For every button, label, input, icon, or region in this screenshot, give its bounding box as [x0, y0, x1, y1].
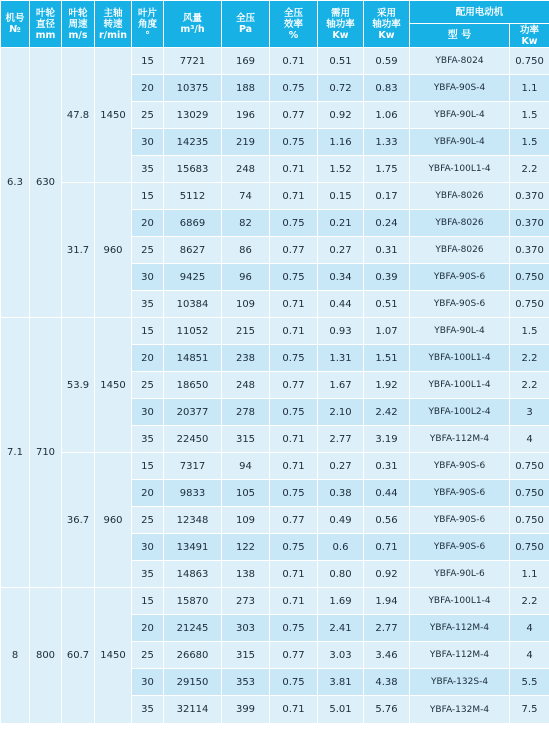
used-power-cell: 0.56	[364, 507, 410, 534]
efficiency-cell: 0.71	[270, 156, 318, 183]
table-row	[1, 453, 549, 480]
required-power-cell: 1.52	[318, 156, 364, 183]
efficiency-cell: 0.71	[270, 183, 318, 210]
motor-power-cell: 0.750	[510, 264, 549, 291]
efficiency-cell: 0.75	[270, 264, 318, 291]
blade-angle-cell: 20	[132, 480, 164, 507]
required-power-cell: 2.41	[318, 615, 364, 642]
pressure-cell: 74	[222, 183, 270, 210]
header-shaft-rpm: 主轴 转速 r/min	[95, 1, 132, 48]
required-power-cell: 0.34	[318, 264, 364, 291]
motor-power-cell: 0.750	[510, 480, 549, 507]
machine-no-cell: 7.1	[1, 318, 30, 588]
used-power-cell: 0.92	[364, 561, 410, 588]
efficiency-cell: 0.75	[270, 75, 318, 102]
pressure-cell: 109	[222, 291, 270, 318]
motor-model-cell: YBFA-8026	[410, 237, 510, 264]
required-power-cell: 1.67	[318, 372, 364, 399]
used-power-cell: 0.71	[364, 534, 410, 561]
required-power-cell: 0.27	[318, 453, 364, 480]
motor-model-cell: YBFA-112M-4	[410, 642, 510, 669]
header-required-shaft-power: 需用 轴功率 Kw	[318, 1, 364, 48]
used-power-cell: 0.59	[364, 48, 410, 75]
motor-power-cell: 4	[510, 642, 549, 669]
efficiency-cell: 0.71	[270, 453, 318, 480]
efficiency-cell: 0.77	[270, 102, 318, 129]
required-power-cell: 0.15	[318, 183, 364, 210]
header-motor-power: 功率 Kw	[510, 24, 549, 48]
airflow-cell: 26680	[164, 642, 222, 669]
pressure-cell: 169	[222, 48, 270, 75]
shaft-rpm-cell: 960	[95, 453, 132, 588]
blade-angle-cell: 15	[132, 588, 164, 615]
shaft-rpm-cell: 1450	[95, 48, 132, 183]
pressure-cell: 315	[222, 642, 270, 669]
motor-model-cell: YBFA-90L-4	[410, 129, 510, 156]
machine-no-cell: 8	[1, 588, 30, 724]
pressure-cell: 94	[222, 453, 270, 480]
required-power-cell: 1.16	[318, 129, 364, 156]
motor-model-cell: YBFA-100L1-4	[410, 345, 510, 372]
blade-angle-cell: 25	[132, 642, 164, 669]
efficiency-cell: 0.77	[270, 507, 318, 534]
airflow-cell: 32114	[164, 696, 222, 724]
airflow-cell: 14851	[164, 345, 222, 372]
motor-power-cell: 0.750	[510, 453, 549, 480]
blade-angle-cell: 15	[132, 48, 164, 75]
motor-power-cell: 0.370	[510, 183, 549, 210]
used-power-cell: 0.51	[364, 291, 410, 318]
pressure-cell: 109	[222, 507, 270, 534]
pressure-cell: 82	[222, 210, 270, 237]
pressure-cell: 86	[222, 237, 270, 264]
used-power-cell: 1.75	[364, 156, 410, 183]
required-power-cell: 0.51	[318, 48, 364, 75]
motor-power-cell: 1.5	[510, 318, 549, 345]
used-power-cell: 1.33	[364, 129, 410, 156]
motor-model-cell: YBFA-90S-6	[410, 480, 510, 507]
motor-model-cell: YBFA-90L-6	[410, 561, 510, 588]
table-row	[1, 48, 549, 75]
required-power-cell: 2.77	[318, 426, 364, 453]
airflow-cell: 8627	[164, 237, 222, 264]
required-power-cell: 0.38	[318, 480, 364, 507]
airflow-cell: 7317	[164, 453, 222, 480]
efficiency-cell: 0.71	[270, 291, 318, 318]
blade-angle-cell: 15	[132, 453, 164, 480]
efficiency-cell: 0.75	[270, 129, 318, 156]
efficiency-cell: 0.77	[270, 372, 318, 399]
used-power-cell: 0.44	[364, 480, 410, 507]
motor-power-cell: 1.1	[510, 561, 549, 588]
required-power-cell: 2.10	[318, 399, 364, 426]
blade-angle-cell: 25	[132, 102, 164, 129]
blade-angle-cell: 30	[132, 534, 164, 561]
airflow-cell: 20377	[164, 399, 222, 426]
machine-no-cell: 6.3	[1, 48, 30, 318]
airflow-cell: 18650	[164, 372, 222, 399]
blade-angle-cell: 35	[132, 291, 164, 318]
required-power-cell: 1.69	[318, 588, 364, 615]
motor-model-cell: YBFA-90S-6	[410, 264, 510, 291]
airflow-cell: 13491	[164, 534, 222, 561]
required-power-cell: 0.21	[318, 210, 364, 237]
motor-power-cell: 7.5	[510, 696, 549, 724]
pressure-cell: 238	[222, 345, 270, 372]
used-power-cell: 1.92	[364, 372, 410, 399]
airflow-cell: 29150	[164, 669, 222, 696]
used-power-cell: 4.38	[364, 669, 410, 696]
used-power-cell: 5.76	[364, 696, 410, 724]
blade-angle-cell: 35	[132, 156, 164, 183]
pressure-cell: 138	[222, 561, 270, 588]
efficiency-cell: 0.77	[270, 237, 318, 264]
used-power-cell: 1.51	[364, 345, 410, 372]
impeller-diameter-cell: 710	[30, 318, 62, 588]
motor-power-cell: 3	[510, 399, 549, 426]
pressure-cell: 215	[222, 318, 270, 345]
header-machine-no: 机号 №	[1, 1, 30, 48]
airflow-cell: 10384	[164, 291, 222, 318]
blade-angle-cell: 25	[132, 507, 164, 534]
pressure-cell: 248	[222, 156, 270, 183]
pressure-cell: 353	[222, 669, 270, 696]
efficiency-cell: 0.75	[270, 345, 318, 372]
motor-power-cell: 4	[510, 615, 549, 642]
tip-speed-cell: 53.9	[62, 318, 95, 453]
airflow-cell: 10375	[164, 75, 222, 102]
efficiency-cell: 0.75	[270, 669, 318, 696]
table-row	[1, 318, 549, 345]
blade-angle-cell: 35	[132, 561, 164, 588]
pressure-cell: 248	[222, 372, 270, 399]
airflow-cell: 7721	[164, 48, 222, 75]
motor-power-cell: 2.2	[510, 588, 549, 615]
airflow-cell: 11052	[164, 318, 222, 345]
blade-angle-cell: 30	[132, 399, 164, 426]
required-power-cell: 0.93	[318, 318, 364, 345]
airflow-cell: 5112	[164, 183, 222, 210]
tip-speed-cell: 60.7	[62, 588, 95, 724]
airflow-cell: 9833	[164, 480, 222, 507]
efficiency-cell: 0.71	[270, 696, 318, 724]
motor-model-cell: YBFA-112M-4	[410, 426, 510, 453]
motor-power-cell: 0.370	[510, 210, 549, 237]
efficiency-cell: 0.75	[270, 615, 318, 642]
motor-model-cell: YBFA-90L-4	[410, 102, 510, 129]
pressure-cell: 399	[222, 696, 270, 724]
used-power-cell: 0.31	[364, 453, 410, 480]
header-used-shaft-power: 采用 轴功率 Kw	[364, 1, 410, 48]
airflow-cell: 6869	[164, 210, 222, 237]
table-row	[1, 183, 549, 210]
motor-power-cell: 1.5	[510, 129, 549, 156]
motor-model-cell: YBFA-100L2-4	[410, 399, 510, 426]
motor-model-cell: YBFA-90S-6	[410, 453, 510, 480]
efficiency-cell: 0.75	[270, 534, 318, 561]
efficiency-cell: 0.71	[270, 588, 318, 615]
blade-angle-cell: 35	[132, 696, 164, 724]
shaft-rpm-cell: 1450	[95, 588, 132, 724]
motor-power-cell: 2.2	[510, 345, 549, 372]
used-power-cell: 0.24	[364, 210, 410, 237]
motor-power-cell: 0.750	[510, 48, 549, 75]
motor-model-cell: YBFA-90S-6	[410, 534, 510, 561]
motor-power-cell: 0.750	[510, 291, 549, 318]
motor-model-cell: YBFA-100L1-4	[410, 156, 510, 183]
motor-power-cell: 2.2	[510, 372, 549, 399]
blade-angle-cell: 20	[132, 210, 164, 237]
required-power-cell: 1.31	[318, 345, 364, 372]
pressure-cell: 196	[222, 102, 270, 129]
motor-power-cell: 1.1	[510, 75, 549, 102]
blade-angle-cell: 30	[132, 129, 164, 156]
header-total-pressure: 全压 Pa	[222, 1, 270, 48]
required-power-cell: 3.81	[318, 669, 364, 696]
motor-power-cell: 0.370	[510, 237, 549, 264]
required-power-cell: 0.44	[318, 291, 364, 318]
header-motor: 配用电动机	[410, 1, 549, 24]
required-power-cell: 0.72	[318, 75, 364, 102]
table-body	[1, 48, 549, 724]
table-header	[1, 1, 549, 48]
motor-model-cell: YBFA-132S-4	[410, 669, 510, 696]
motor-model-cell: YBFA-100L1-4	[410, 588, 510, 615]
airflow-cell: 21245	[164, 615, 222, 642]
table-row	[1, 588, 549, 615]
motor-model-cell: YBFA-112M-4	[410, 615, 510, 642]
header-tip-speed: 叶轮 周速 m/s	[62, 1, 95, 48]
blade-angle-cell: 25	[132, 372, 164, 399]
airflow-cell: 13029	[164, 102, 222, 129]
blade-angle-cell: 15	[132, 183, 164, 210]
motor-model-cell: YBFA-90S-4	[410, 75, 510, 102]
used-power-cell: 3.19	[364, 426, 410, 453]
required-power-cell: 5.01	[318, 696, 364, 724]
tip-speed-cell: 47.8	[62, 48, 95, 183]
motor-model-cell: YBFA-8026	[410, 210, 510, 237]
required-power-cell: 3.03	[318, 642, 364, 669]
motor-model-cell: YBFA-100L1-4	[410, 372, 510, 399]
motor-power-cell: 4	[510, 426, 549, 453]
header-airflow: 风量 m³/h	[164, 1, 222, 48]
motor-model-cell: YBFA-90S-6	[410, 507, 510, 534]
pressure-cell: 273	[222, 588, 270, 615]
pressure-cell: 96	[222, 264, 270, 291]
impeller-diameter-cell: 800	[30, 588, 62, 724]
blade-angle-cell: 30	[132, 669, 164, 696]
required-power-cell: 0.49	[318, 507, 364, 534]
required-power-cell: 0.6	[318, 534, 364, 561]
used-power-cell: 0.17	[364, 183, 410, 210]
blade-angle-cell: 20	[132, 75, 164, 102]
airflow-cell: 12348	[164, 507, 222, 534]
used-power-cell: 2.77	[364, 615, 410, 642]
efficiency-cell: 0.75	[270, 210, 318, 237]
blade-angle-cell: 25	[132, 237, 164, 264]
blade-angle-cell: 15	[132, 318, 164, 345]
efficiency-cell: 0.71	[270, 318, 318, 345]
motor-power-cell: 0.750	[510, 507, 549, 534]
motor-model-cell: YBFA-132M-4	[410, 696, 510, 724]
efficiency-cell: 0.71	[270, 48, 318, 75]
motor-model-cell: YBFA-8024	[410, 48, 510, 75]
pressure-cell: 219	[222, 129, 270, 156]
motor-power-cell: 1.5	[510, 102, 549, 129]
impeller-diameter-cell: 630	[30, 48, 62, 318]
motor-model-cell: YBFA-8026	[410, 183, 510, 210]
used-power-cell: 0.31	[364, 237, 410, 264]
shaft-rpm-cell: 1450	[95, 318, 132, 453]
used-power-cell: 1.07	[364, 318, 410, 345]
pressure-cell: 315	[222, 426, 270, 453]
motor-power-cell: 0.750	[510, 534, 549, 561]
tip-speed-cell: 31.7	[62, 183, 95, 318]
efficiency-cell: 0.71	[270, 426, 318, 453]
required-power-cell: 0.80	[318, 561, 364, 588]
header-blade-angle: 叶片 角度 °	[132, 1, 164, 48]
blade-angle-cell: 20	[132, 345, 164, 372]
used-power-cell: 0.83	[364, 75, 410, 102]
efficiency-cell: 0.75	[270, 399, 318, 426]
blade-angle-cell: 35	[132, 426, 164, 453]
efficiency-cell: 0.77	[270, 642, 318, 669]
tip-speed-cell: 36.7	[62, 453, 95, 588]
blade-angle-cell: 30	[132, 264, 164, 291]
pressure-cell: 122	[222, 534, 270, 561]
efficiency-cell: 0.75	[270, 480, 318, 507]
pressure-cell: 278	[222, 399, 270, 426]
pressure-cell: 188	[222, 75, 270, 102]
motor-power-cell: 5.5	[510, 669, 549, 696]
airflow-cell: 14235	[164, 129, 222, 156]
airflow-cell: 22450	[164, 426, 222, 453]
airflow-cell: 14863	[164, 561, 222, 588]
shaft-rpm-cell: 960	[95, 183, 132, 318]
airflow-cell: 15683	[164, 156, 222, 183]
blade-angle-cell: 20	[132, 615, 164, 642]
header-impeller-diameter: 叶轮 直径 mm	[30, 1, 62, 48]
header-motor-model: 型 号	[410, 24, 510, 48]
required-power-cell: 0.27	[318, 237, 364, 264]
used-power-cell: 1.94	[364, 588, 410, 615]
used-power-cell: 2.42	[364, 399, 410, 426]
used-power-cell: 0.39	[364, 264, 410, 291]
motor-model-cell: YBFA-90S-6	[410, 291, 510, 318]
pressure-cell: 105	[222, 480, 270, 507]
motor-power-cell: 2.2	[510, 156, 549, 183]
required-power-cell: 0.92	[318, 102, 364, 129]
used-power-cell: 1.06	[364, 102, 410, 129]
airflow-cell: 9425	[164, 264, 222, 291]
motor-model-cell: YBFA-90L-4	[410, 318, 510, 345]
header-efficiency: 全压 效率 %	[270, 1, 318, 48]
efficiency-cell: 0.71	[270, 561, 318, 588]
used-power-cell: 3.46	[364, 642, 410, 669]
pressure-cell: 303	[222, 615, 270, 642]
airflow-cell: 15870	[164, 588, 222, 615]
